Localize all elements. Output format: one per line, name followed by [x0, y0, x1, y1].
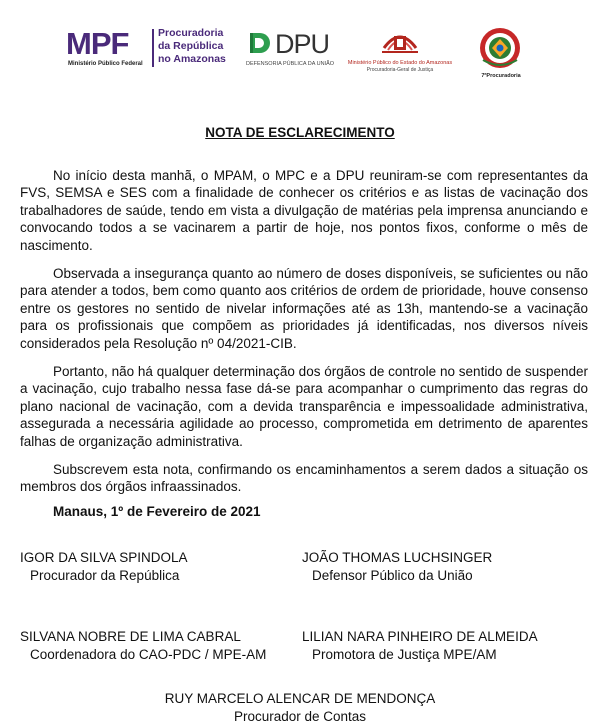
signatory-role: Promotora de Justiça MPE/AM: [312, 647, 497, 662]
signatory-name: RUY MARCELO ALENCAR DE MENDONÇA: [164, 691, 436, 706]
paragraph-2: Observada a insegurança quanto ao número de doses disponíveis, se suficientes ou não para atender a todos, bem como quanto aos critérios de ordem de prioridade, houve consenso entre os gestores no sentido de nivelar informações até as 13h, mantendo-se a vacinação para os profissionais que compõem as prioridades já identificadas, nos diversos níveis considerados pela Resolução nº 04/2021-CIB.: [20, 266, 588, 351]
signatory-role: Procurador de Contas: [233, 709, 367, 724]
document-date: Manaus, 1º de Fevereiro de 2021: [53, 504, 261, 519]
signatory-name: LILIAN NARA PINHEIRO DE ALMEIDA: [302, 629, 538, 644]
procuradoria-logo: [470, 26, 530, 82]
signature-block: [20, 628, 266, 664]
logo-header: [0, 0, 600, 96]
signature-block: [302, 628, 538, 664]
mpf-line-3: no Amazonas: [158, 53, 226, 65]
mpf-line-1: Procuradoria: [158, 27, 224, 39]
mpam-line-2: Procuradoria-Geral de Justiça: [366, 67, 434, 73]
mpf-line-2: da República: [158, 40, 224, 52]
procuradoria-seal-icon: [475, 26, 525, 72]
mpam-emblem-icon: [378, 24, 422, 56]
signature-block: [0, 690, 600, 726]
dpu-logo: [246, 28, 336, 70]
mpam-line-1: Ministério Público do Estado do Amazonas: [347, 60, 453, 66]
dpu-subtitle: DEFENSORIA PÚBLICA DA UNIÃO: [246, 61, 335, 67]
paragraph-4: Subscrevem esta nota, confirmando os encaminhamentos a serem dados a situação os membros dos órgãos infraassinados.: [20, 462, 588, 495]
mpf-divider: [152, 29, 154, 67]
signature-block: [302, 549, 492, 585]
paragraph-3: Portanto, não há qualquer determinação dos órgãos de controle no sentido de suspender a vacinação, cujo trabalho nessa fase dá-se para acompanhar o cumprimento das regras do plano nacional de vacinação, com a devida transparência e impessoalidade administrativa, assegurada a necessária agilidade ao processo, comprometida em detrimento de aparentes falhas de organização administrativa.: [20, 364, 588, 449]
mpam-logo: [340, 24, 460, 79]
signatory-name: JOÃO THOMAS LUCHSINGER: [302, 550, 493, 565]
paragraph-1: No início desta manhã, o MPAM, o MPC e a DPU reuniram-se com representantes da FVS, SEMSA e SES com a finalidade de conhecer os critérios e as listas de vacinação dos trabalhadores de saúde, tendo em vista a divulgação de matérias pela imprensa anunciando e convocando todos a se vacinarem a partir de hoje, nos pontos fixos, conforme o mês de nascimento.: [20, 168, 588, 253]
dpu-acronym: DPU: [275, 29, 330, 59]
procuradoria-caption: 7ªProcuradoria: [481, 73, 521, 79]
signatory-role: Coordenadora do CAO-PDC / MPE-AM: [30, 647, 267, 662]
mpf-acronym: MPF: [66, 26, 129, 61]
signatory-name: IGOR DA SILVA SPINDOLA: [20, 550, 188, 565]
signature-block: [20, 549, 188, 585]
dpu-logo-icon: [246, 30, 272, 56]
document-title: NOTA DE ESCLARECIMENTO: [205, 125, 395, 140]
mpf-subtitle: Ministério Público Federal: [68, 61, 143, 67]
signatory-role: Defensor Público da União: [312, 568, 473, 583]
signatory-name: SILVANA NOBRE DE LIMA CABRAL: [20, 629, 241, 644]
signatory-role: Procurador da República: [30, 568, 180, 583]
mpf-logo: [66, 27, 236, 73]
